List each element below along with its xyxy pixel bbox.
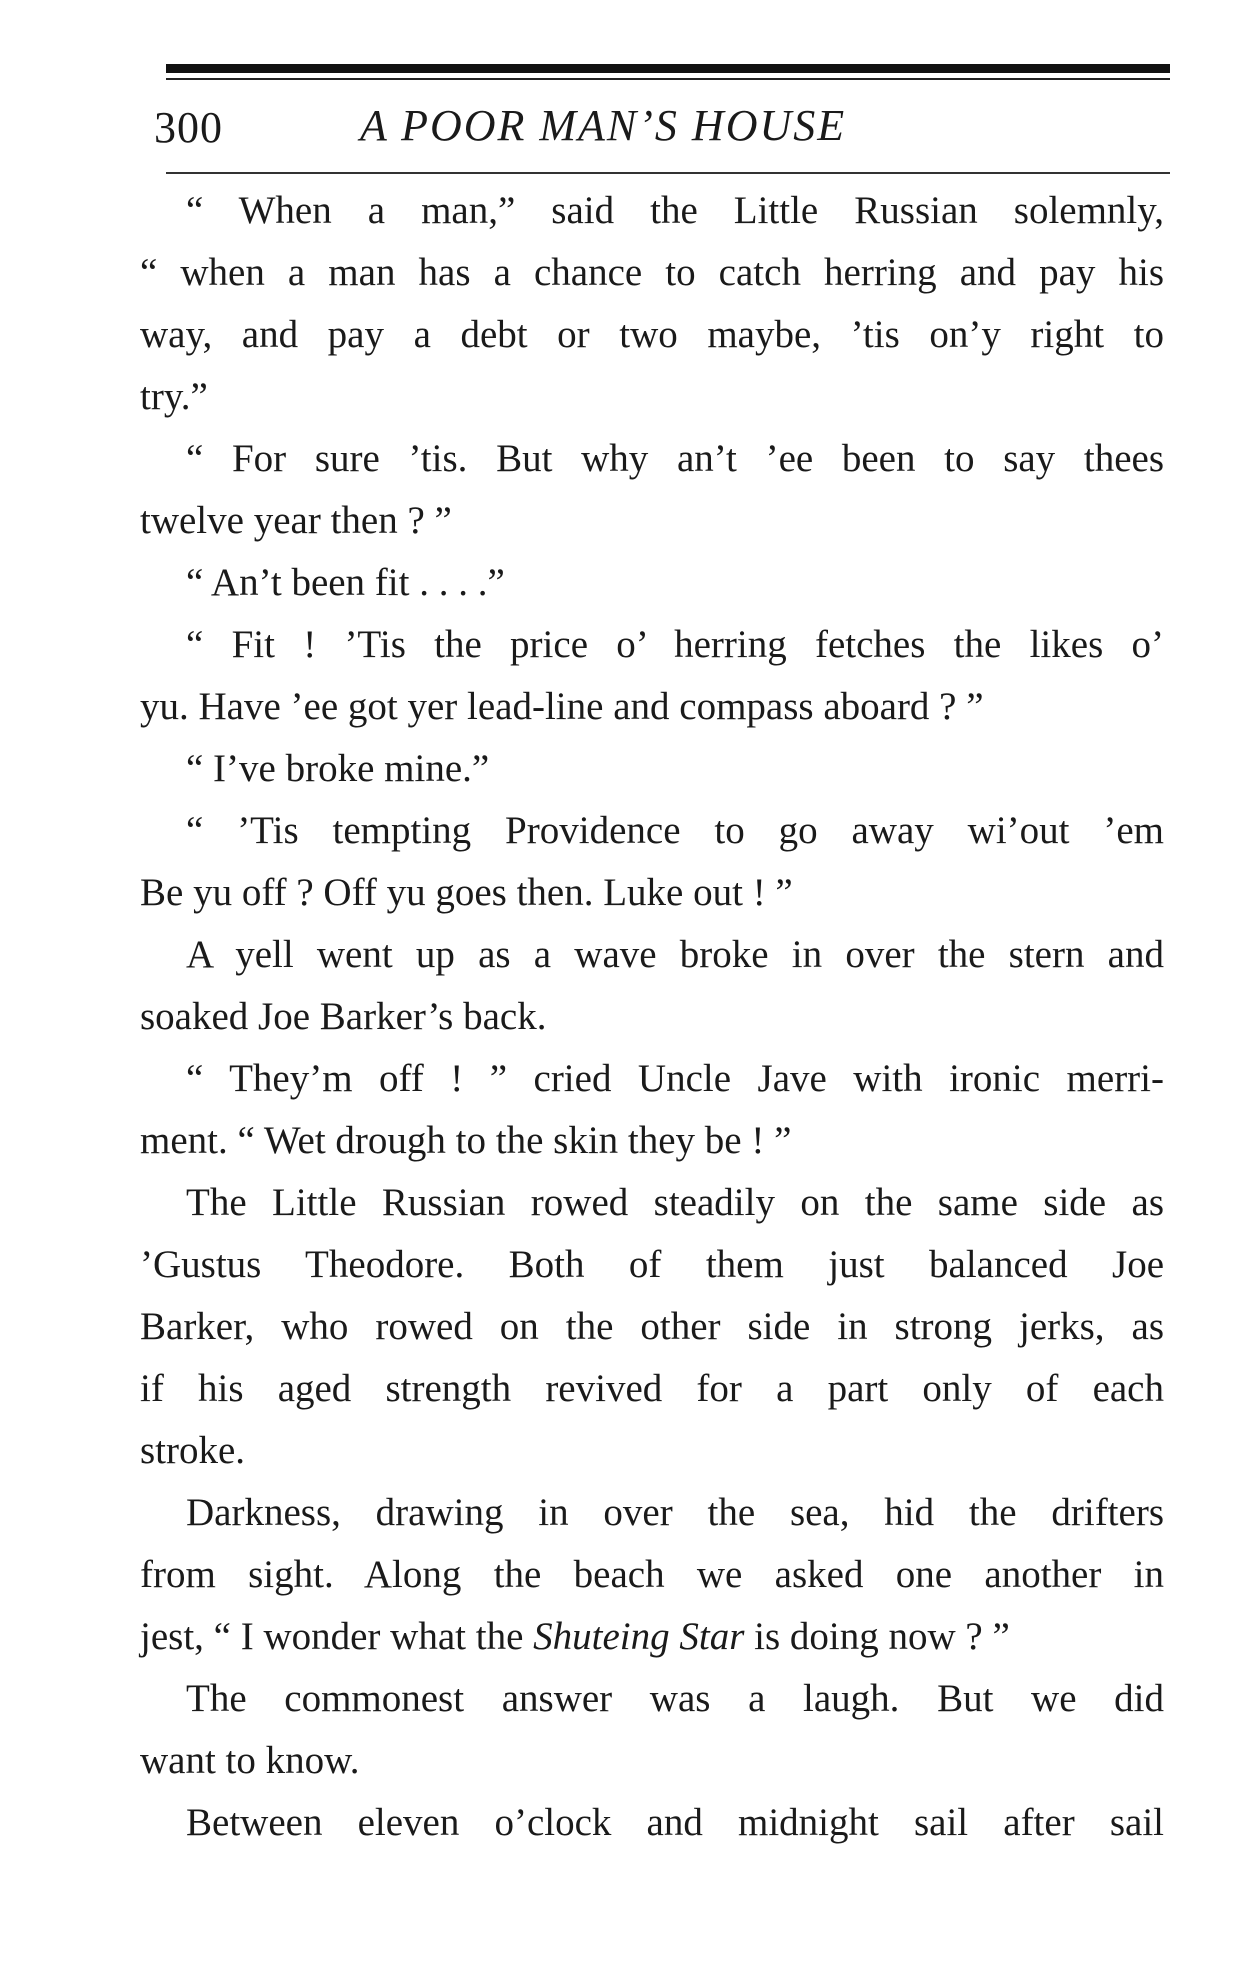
text-line: want to know. [140, 1739, 360, 1782]
text-line: “ An’t been fit . . . .” [186, 561, 505, 604]
text-line: try.” [140, 375, 208, 418]
paragraph [140, 180, 1164, 428]
paragraph [140, 614, 1164, 738]
running-title: A POOR MAN’S HOUSE [360, 101, 847, 150]
text-line: The Little Russian rowed steadily on the same side as [186, 1181, 1164, 1224]
text-line: if his aged strength revived for a part only of each [140, 1367, 1164, 1410]
text-line: jest, “ I wonder what the Shuteing Star is doing now ? ” [140, 1615, 1010, 1658]
text-line: “ They’m off ! ” cried Uncle Jave with ironic merri- [186, 1057, 1164, 1100]
text-line: “ ’Tis tempting Providence to go away wi’out ’em [186, 809, 1164, 852]
paragraph [140, 1482, 1164, 1668]
text-line: Barker, who rowed on the other side in strong jerks, as [140, 1305, 1164, 1348]
text-line: Be yu off ? Off yu goes then. Luke out ! ” [140, 871, 793, 914]
header-rule-thin [166, 78, 1170, 80]
text-line: ment. “ Wet drough to the skin they be ! ” [140, 1119, 792, 1162]
text-line: yu. Have ’ee got yer lead-line and compass aboard ? ” [140, 685, 984, 728]
text-line: “ I’ve broke mine.” [186, 747, 490, 790]
page-body [140, 180, 1164, 1854]
text-line: soaked Joe Barker’s back. [140, 995, 547, 1038]
paragraph [140, 1668, 1164, 1792]
text-line: “ For sure ’tis. But why an’t ’ee been to say thees [186, 437, 1164, 480]
paragraph [140, 1792, 1164, 1854]
paragraph [140, 738, 1164, 800]
text-line: Darkness, drawing in over the sea, hid the drifters [186, 1491, 1164, 1534]
page-number: 300 [154, 103, 223, 152]
paragraph [140, 1048, 1164, 1172]
page-header [154, 98, 1170, 168]
header-rule-thick [166, 64, 1170, 73]
header-underline [166, 172, 1170, 174]
ship-name: Shuteing Star [533, 1615, 745, 1658]
paragraph [140, 1172, 1164, 1482]
text-line: twelve year then ? ” [140, 499, 452, 542]
paragraph [140, 428, 1164, 552]
text-line: stroke. [140, 1429, 246, 1472]
text-line: ’Gustus Theodore. Both of them just balanced Joe [140, 1243, 1164, 1286]
text-line: “ When a man,” said the Little Russian solemnly, [186, 189, 1164, 232]
paragraph [140, 924, 1164, 1048]
text-line: “ when a man has a chance to catch herring and pay his [140, 251, 1164, 294]
paragraph [140, 552, 1164, 614]
text-line: A yell went up as a wave broke in over the stern and [186, 933, 1164, 976]
text-line: Between eleven o’clock and midnight sail after sail [186, 1801, 1164, 1844]
text-line: from sight. Along the beach we asked one another in [140, 1553, 1164, 1596]
paragraph [140, 800, 1164, 924]
text-line: “ Fit ! ’Tis the price o’ herring fetches the likes o’ [186, 623, 1164, 666]
text-line: way, and pay a debt or two maybe, ’tis on’y right to [140, 313, 1164, 356]
text-line: The commonest answer was a laugh. But we did [186, 1677, 1164, 1720]
